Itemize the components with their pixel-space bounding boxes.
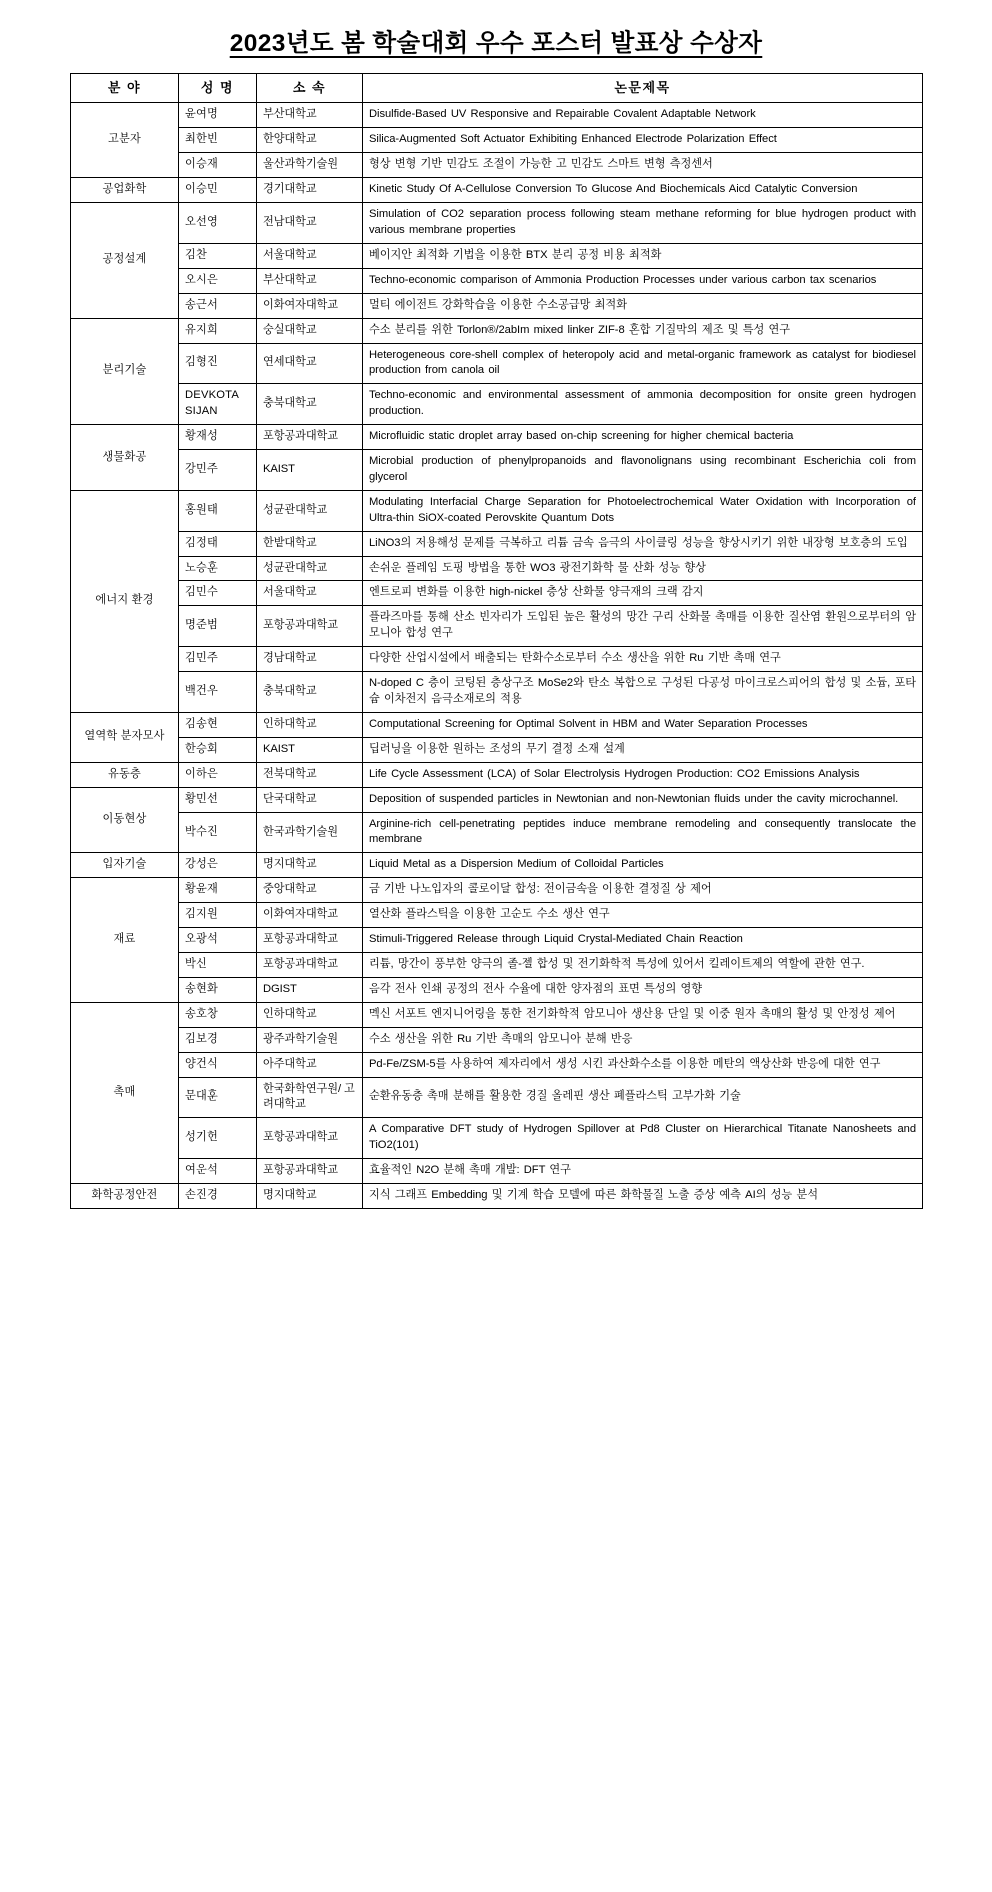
- cell-affiliation: 광주과학기술원: [257, 1027, 363, 1052]
- cell-paper-title: 수소 생산을 위한 Ru 기반 촉매의 암모니아 분해 반응: [363, 1027, 923, 1052]
- table-row: [71, 1077, 923, 1118]
- column-header-paper: 논문제목: [363, 74, 923, 103]
- table-row: [71, 853, 923, 878]
- table-row: [71, 103, 923, 128]
- cell-paper-title: 순환유동층 촉매 분해를 활용한 경질 올레핀 생산 폐플라스틱 고부가화 기술: [363, 1077, 923, 1118]
- cell-paper-title: 엔트로피 변화를 이용한 high-nickel 층상 산화물 양극재의 크랙 감지: [363, 581, 923, 606]
- cell-name: 양건식: [179, 1052, 257, 1077]
- cell-paper-title: 금 기반 나노입자의 콜로이달 합성: 전이금속을 이용한 결정질 상 제어: [363, 878, 923, 903]
- cell-paper-title: Techno-economic and environmental assessment of ammonia decomposition for onsite green hydrogen production.: [363, 384, 923, 425]
- table-row: [71, 343, 923, 384]
- cell-paper-title: 음각 전사 인쇄 공정의 전사 수율에 대한 양자점의 표면 특성의 영향: [363, 977, 923, 1002]
- cell-name: 강성은: [179, 853, 257, 878]
- cell-name: 이승민: [179, 178, 257, 203]
- cell-paper-title: Microbial production of phenylpropanoids and flavonolignans using recombinant Escherichia coli from glycerol: [363, 450, 923, 491]
- cell-field: 고분자: [71, 103, 179, 178]
- cell-name: DEVKOTA SIJAN: [179, 384, 257, 425]
- cell-paper-title: Microfluidic static droplet array based on-chip screening for higher chemical bacteria: [363, 425, 923, 450]
- cell-name: 손진경: [179, 1184, 257, 1209]
- cell-affiliation: 성균관대학교: [257, 490, 363, 531]
- table-row: [71, 556, 923, 581]
- cell-name: 박신: [179, 952, 257, 977]
- cell-affiliation: KAIST: [257, 737, 363, 762]
- cell-paper-title: Heterogeneous core-shell complex of heteropoly acid and metal-organic framework as catalyst for biodiesel production from canola oil: [363, 343, 923, 384]
- table-row: [71, 1118, 923, 1159]
- cell-name: 명준범: [179, 606, 257, 647]
- table-row: [71, 128, 923, 153]
- cell-name: 김정태: [179, 531, 257, 556]
- cell-paper-title: Arginine-rich cell-penetrating peptides induce membrane remodeling and consequently translocate the membrane: [363, 812, 923, 853]
- cell-field: 입자기술: [71, 853, 179, 878]
- table-row: [71, 672, 923, 713]
- table-row: [71, 606, 923, 647]
- cell-affiliation: 성균관대학교: [257, 556, 363, 581]
- cell-name: 김지원: [179, 903, 257, 928]
- cell-paper-title: N-doped C 층이 코팅된 층상구조 MoSe2와 탄소 복합으로 구성된 다공성 마이크로스피어의 합성 및 소듐, 포타슘 이차전지 음극소재로의 적용: [363, 672, 923, 713]
- cell-name: 황재성: [179, 425, 257, 450]
- cell-affiliation: 부산대학교: [257, 268, 363, 293]
- table-row: [71, 1184, 923, 1209]
- cell-name: 김민수: [179, 581, 257, 606]
- cell-field: 유동층: [71, 762, 179, 787]
- cell-affiliation: DGIST: [257, 977, 363, 1002]
- cell-name: 강민주: [179, 450, 257, 491]
- cell-name: 이하은: [179, 762, 257, 787]
- cell-paper-title: 손쉬운 플레임 도핑 방법을 통한 WO3 광전기화학 물 산화 성능 향상: [363, 556, 923, 581]
- cell-name: 한승회: [179, 737, 257, 762]
- cell-paper-title: Life Cycle Assessment (LCA) of Solar Electrolysis Hydrogen Production: CO2 Emissions Analysis: [363, 762, 923, 787]
- cell-affiliation: 숭실대학교: [257, 318, 363, 343]
- table-row: [71, 762, 923, 787]
- cell-name: 송근서: [179, 293, 257, 318]
- cell-name: 여운석: [179, 1159, 257, 1184]
- table-row: [71, 928, 923, 953]
- table-row: [71, 977, 923, 1002]
- cell-name: 김형진: [179, 343, 257, 384]
- column-header-affiliation: 소 속: [257, 74, 363, 103]
- cell-name: 오선영: [179, 203, 257, 244]
- cell-paper-title: 형상 변형 기반 민감도 조절이 가능한 고 민감도 스마트 변형 측정센서: [363, 153, 923, 178]
- table-row: [71, 1159, 923, 1184]
- cell-affiliation: 중앙대학교: [257, 878, 363, 903]
- table-row: [71, 737, 923, 762]
- cell-paper-title: 효율적인 N2O 분해 촉매 개발: DFT 연구: [363, 1159, 923, 1184]
- cell-affiliation: 경기대학교: [257, 178, 363, 203]
- page-title: 2023년도 봄 학술대회 우수 포스터 발표상 수상자: [229, 30, 763, 57]
- cell-affiliation: 경남대학교: [257, 647, 363, 672]
- cell-name: 성기헌: [179, 1118, 257, 1159]
- table-row: [71, 178, 923, 203]
- cell-field: 공정설계: [71, 203, 179, 319]
- cell-affiliation: 울산과학기술원: [257, 153, 363, 178]
- cell-paper-title: 베이지안 최적화 기법을 이용한 BTX 분리 공정 비용 최적화: [363, 243, 923, 268]
- cell-paper-title: 다양한 산업시설에서 배출되는 탄화수소로부터 수소 생산을 위한 Ru 기반 촉매 연구: [363, 647, 923, 672]
- cell-affiliation: 인하대학교: [257, 712, 363, 737]
- table-row: [71, 647, 923, 672]
- table-row: [71, 153, 923, 178]
- table-row: [71, 425, 923, 450]
- cell-affiliation: 한양대학교: [257, 128, 363, 153]
- cell-affiliation: 포항공과대학교: [257, 952, 363, 977]
- cell-paper-title: 리튬, 망간이 풍부한 양극의 졸-젤 합성 및 전기화학적 특성에 있어서 킬레이트제의 역할에 관한 연구.: [363, 952, 923, 977]
- cell-name: 김찬: [179, 243, 257, 268]
- cell-affiliation: 이화여자대학교: [257, 293, 363, 318]
- table-body: [71, 103, 923, 1209]
- table-row: [71, 903, 923, 928]
- cell-affiliation: 명지대학교: [257, 1184, 363, 1209]
- cell-affiliation: 한밭대학교: [257, 531, 363, 556]
- table-row: [71, 450, 923, 491]
- cell-affiliation: 부산대학교: [257, 103, 363, 128]
- cell-paper-title: 멕신 서포트 엔지니어링을 통한 전기화학적 암모니아 생산용 단일 및 이중 원자 촉매의 활성 및 안정성 제어: [363, 1002, 923, 1027]
- cell-paper-title: 멀티 에이전트 강화학습을 이용한 수소공급망 최적화: [363, 293, 923, 318]
- table-row: [71, 243, 923, 268]
- cell-paper-title: Silica-Augmented Soft Actuator Exhibiting Enhanced Electrode Polarization Effect: [363, 128, 923, 153]
- cell-paper-title: Computational Screening for Optimal Solvent in HBM and Water Separation Processes: [363, 712, 923, 737]
- cell-name: 윤여명: [179, 103, 257, 128]
- cell-paper-title: 지식 그래프 Embedding 및 기계 학습 모델에 따른 화학물질 노출 증상 예측 AI의 성능 분석: [363, 1184, 923, 1209]
- table-row: [71, 1002, 923, 1027]
- cell-field: 촉매: [71, 1002, 179, 1183]
- cell-name: 최한빈: [179, 128, 257, 153]
- table-row: [71, 384, 923, 425]
- cell-name: 유지희: [179, 318, 257, 343]
- cell-affiliation: 이화여자대학교: [257, 903, 363, 928]
- cell-paper-title: Pd-Fe/ZSM-5를 사용하여 제자리에서 생성 시킨 과산화수소를 이용한 메탄의 액상산화 반응에 대한 연구: [363, 1052, 923, 1077]
- table-row: [71, 318, 923, 343]
- cell-field: 분리기술: [71, 318, 179, 425]
- cell-field: 생물화공: [71, 425, 179, 491]
- cell-affiliation: 한국화학연구원/ 고려대학교: [257, 1077, 363, 1118]
- cell-name: 황민선: [179, 787, 257, 812]
- cell-paper-title: 플라즈마를 통해 산소 빈자리가 도입된 높은 활성의 망간 구리 산화물 촉매를 이용한 질산염 환원으로부터의 암모니아 합성 연구: [363, 606, 923, 647]
- cell-name: 이승재: [179, 153, 257, 178]
- column-header-name: 성 명: [179, 74, 257, 103]
- cell-field: 재료: [71, 878, 179, 1003]
- cell-affiliation: 서울대학교: [257, 243, 363, 268]
- table-row: [71, 531, 923, 556]
- cell-affiliation: 포항공과대학교: [257, 928, 363, 953]
- table-header: [71, 74, 923, 103]
- cell-name: 홍원태: [179, 490, 257, 531]
- cell-field: 이동현상: [71, 787, 179, 853]
- cell-field: 에너지 환경: [71, 490, 179, 712]
- cell-name: 백건우: [179, 672, 257, 713]
- cell-paper-title: Stimuli-Triggered Release through Liquid Crystal-Mediated Chain Reaction: [363, 928, 923, 953]
- cell-name: 오시은: [179, 268, 257, 293]
- cell-paper-title: Deposition of suspended particles in Newtonian and non-Newtonian fluids under the cavity microchannel.: [363, 787, 923, 812]
- table-row: [71, 581, 923, 606]
- cell-paper-title: Liquid Metal as a Dispersion Medium of Colloidal Particles: [363, 853, 923, 878]
- column-header-field: 분 야: [71, 74, 179, 103]
- cell-affiliation: 연세대학교: [257, 343, 363, 384]
- cell-affiliation: 전북대학교: [257, 762, 363, 787]
- cell-paper-title: Modulating Interfacial Charge Separation for Photoelectrochemical Water Oxidation with Incorporation of Ultra-thin SiOX-coated Perovskite Quantum Dots: [363, 490, 923, 531]
- cell-affiliation: 아주대학교: [257, 1052, 363, 1077]
- cell-paper-title: 딥러닝을 이용한 원하는 조성의 무기 결정 소재 설계: [363, 737, 923, 762]
- cell-name: 문대훈: [179, 1077, 257, 1118]
- cell-paper-title: LiNO3의 저용해성 문제를 극복하고 리튬 금속 음극의 사이클링 성능을 향상시키기 위한 내장형 보호층의 도입: [363, 531, 923, 556]
- table-row: [71, 203, 923, 244]
- cell-name: 송호창: [179, 1002, 257, 1027]
- cell-name: 김송현: [179, 712, 257, 737]
- table-row: [71, 268, 923, 293]
- cell-affiliation: 포항공과대학교: [257, 1118, 363, 1159]
- table-row: [71, 1052, 923, 1077]
- cell-affiliation: 단국대학교: [257, 787, 363, 812]
- cell-name: 김민주: [179, 647, 257, 672]
- cell-affiliation: 서울대학교: [257, 581, 363, 606]
- cell-paper-title: Techno-economic comparison of Ammonia Production Processes under various carbon tax scenarios: [363, 268, 923, 293]
- cell-paper-title: Kinetic Study Of A-Cellulose Conversion To Glucose And Biochemicals Aicd Catalytic Conversion: [363, 178, 923, 203]
- table-row: [71, 490, 923, 531]
- cell-paper-title: 열산화 플라스틱을 이용한 고순도 수소 생산 연구: [363, 903, 923, 928]
- table-row: [71, 952, 923, 977]
- cell-affiliation: KAIST: [257, 450, 363, 491]
- table-row: [71, 787, 923, 812]
- cell-paper-title: A Comparative DFT study of Hydrogen Spillover at Pd8 Cluster on Hierarchical Titanate Nanosheets and TiO2(101): [363, 1118, 923, 1159]
- table-header-row: [71, 74, 923, 103]
- cell-affiliation: 인하대학교: [257, 1002, 363, 1027]
- cell-affiliation: 명지대학교: [257, 853, 363, 878]
- cell-name: 송현화: [179, 977, 257, 1002]
- cell-name: 황윤재: [179, 878, 257, 903]
- table-row: [71, 878, 923, 903]
- table-row: [71, 812, 923, 853]
- table-row: [71, 293, 923, 318]
- cell-field: 열역학 분자모사: [71, 712, 179, 762]
- cell-affiliation: 충북대학교: [257, 384, 363, 425]
- cell-paper-title: Simulation of CO2 separation process following steam methane reforming for blue hydrogen product with various membrane properties: [363, 203, 923, 244]
- cell-affiliation: 전남대학교: [257, 203, 363, 244]
- cell-name: 오광석: [179, 928, 257, 953]
- table-row: [71, 1027, 923, 1052]
- cell-affiliation: 충북대학교: [257, 672, 363, 713]
- cell-field: 공업화학: [71, 178, 179, 203]
- cell-name: 박수진: [179, 812, 257, 853]
- cell-name: 김보경: [179, 1027, 257, 1052]
- table-row: [71, 712, 923, 737]
- cell-affiliation: 포항공과대학교: [257, 425, 363, 450]
- cell-paper-title: 수소 분리를 위한 Torlon®/2abIm mixed linker ZIF-8 혼합 기질막의 제조 및 특성 연구: [363, 318, 923, 343]
- cell-name: 노승훈: [179, 556, 257, 581]
- award-winners-table: [70, 73, 923, 1209]
- cell-field: 화학공정안전: [71, 1184, 179, 1209]
- cell-paper-title: Disulfide-Based UV Responsive and Repairable Covalent Adaptable Network: [363, 103, 923, 128]
- cell-affiliation: 포항공과대학교: [257, 606, 363, 647]
- cell-affiliation: 한국과학기술원: [257, 812, 363, 853]
- cell-affiliation: 포항공과대학교: [257, 1159, 363, 1184]
